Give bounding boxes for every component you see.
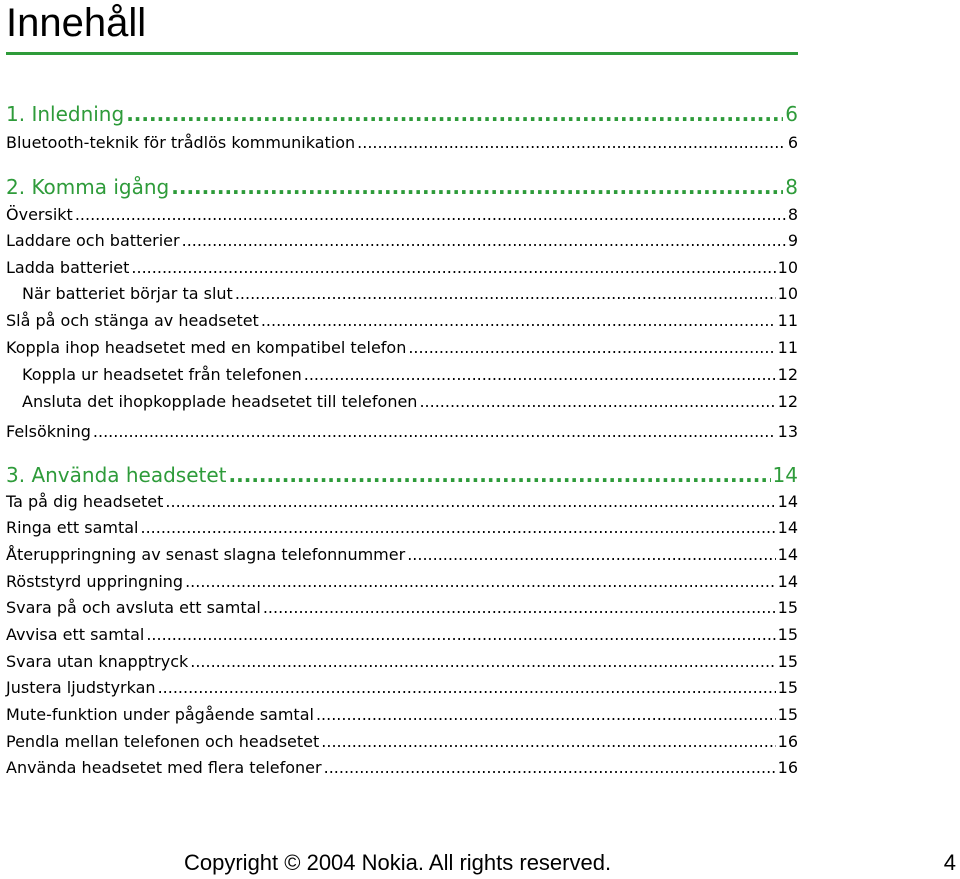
page-title: Innehåll xyxy=(6,1,147,45)
toc-entry-title: Röststyrd uppringning xyxy=(6,572,184,591)
toc-page-number: 9 xyxy=(787,231,798,250)
toc-page-number: 15 xyxy=(777,625,798,644)
toc-page-number: 16 xyxy=(777,732,798,751)
toc-chapter-title: 3. Använda headsetet xyxy=(6,463,227,487)
toc-leader xyxy=(146,624,775,646)
toc-leader xyxy=(75,204,786,226)
toc-leader xyxy=(407,544,775,566)
toc-subentry[interactable] xyxy=(6,364,798,386)
toc-page-number: 6 xyxy=(785,102,798,126)
toc-leader xyxy=(263,597,776,619)
toc-leader xyxy=(316,704,776,726)
toc-entry-title: Pendla mellan telefonen och headsetet xyxy=(6,732,320,751)
toc-chapter-title: 1. Inledning xyxy=(6,102,125,126)
toc-page-number: 14 xyxy=(772,463,798,487)
title-divider xyxy=(6,52,798,55)
toc-leader xyxy=(185,571,776,593)
toc-page-number: 15 xyxy=(777,678,798,697)
toc-entry-title: Avvisa ett samtal xyxy=(6,625,145,644)
toc-leader xyxy=(321,731,775,753)
toc-leader xyxy=(235,283,776,305)
toc-entry-title: Felsökning xyxy=(6,422,91,441)
toc-subentry[interactable] xyxy=(6,283,798,305)
toc-entry[interactable] xyxy=(6,230,798,252)
toc-chapter-title: 2. Komma igång xyxy=(6,175,170,199)
toc-leader xyxy=(419,391,775,413)
toc-leader xyxy=(229,462,771,488)
toc-leader xyxy=(158,677,776,699)
toc-entry-title: Ringa ett samtal xyxy=(6,518,139,537)
toc-page-number: 8 xyxy=(787,205,798,224)
toc-chapter-3[interactable] xyxy=(6,462,798,488)
toc-entry-title: Justera ljudstyrkan xyxy=(6,678,156,697)
toc-leader xyxy=(165,491,775,513)
toc-entry[interactable] xyxy=(6,571,798,593)
toc-page-number: 15 xyxy=(777,652,798,671)
toc-entry[interactable] xyxy=(6,204,798,226)
toc-entry-title: Koppla ur headsetet från telefonen xyxy=(22,365,302,384)
toc-entry-title: Svara på och avsluta ett samtal xyxy=(6,598,261,617)
toc-entry[interactable] xyxy=(6,597,798,619)
toc-leader xyxy=(182,230,786,252)
toc-entry[interactable] xyxy=(6,624,798,646)
toc-page-number: 12 xyxy=(777,365,798,384)
toc-entry[interactable] xyxy=(6,704,798,726)
toc-entry[interactable] xyxy=(6,132,798,154)
toc-entry[interactable] xyxy=(6,337,798,359)
toc-entry[interactable] xyxy=(6,731,798,753)
toc-leader xyxy=(304,364,776,386)
toc-entry-title: Koppla ihop headsetet med en kompatibel telefon xyxy=(6,338,407,357)
toc-subentry[interactable] xyxy=(6,391,798,413)
page-number: 4 xyxy=(943,850,956,875)
toc-page-number: 14 xyxy=(777,545,798,564)
toc-page-number: 14 xyxy=(777,572,798,591)
toc-page-number: 11 xyxy=(777,338,798,357)
toc-entry-title: Använda headsetet med flera telefoner xyxy=(6,758,322,777)
toc-page-number: 16 xyxy=(777,758,798,777)
toc-entry[interactable] xyxy=(6,677,798,699)
toc-leader xyxy=(408,337,775,359)
toc-entry-title: Slå på och stänga av headsetet xyxy=(6,311,259,330)
toc-leader xyxy=(190,651,775,673)
toc-page-number: 10 xyxy=(777,258,798,277)
toc-leader xyxy=(131,257,775,279)
toc-entry-title: Översikt xyxy=(6,205,73,224)
toc-entry[interactable] xyxy=(6,421,798,443)
toc-leader xyxy=(261,310,776,332)
toc-page-number: 15 xyxy=(777,705,798,724)
toc-entry[interactable] xyxy=(6,257,798,279)
toc-page-number: 10 xyxy=(777,284,798,303)
toc-entry-title: Återuppringning av senast slagna telefonnummer xyxy=(6,545,406,564)
page-footer xyxy=(0,848,960,878)
toc-leader xyxy=(324,757,776,779)
copyright-notice: Copyright © 2004 Nokia. All rights reserved. xyxy=(184,850,612,875)
toc-leader xyxy=(126,101,783,127)
toc-entry-title: Bluetooth-teknik för trådlös kommunikation xyxy=(6,133,356,152)
toc-entry-title: Svara utan knapptryck xyxy=(6,652,189,671)
toc-entry[interactable] xyxy=(6,517,798,539)
toc-entry-title: Mute-funktion under pågående samtal xyxy=(6,705,314,724)
toc-leader xyxy=(171,174,783,200)
toc-page-number: 14 xyxy=(777,492,798,511)
toc-page-number: 12 xyxy=(777,392,798,411)
toc-page-number: 11 xyxy=(777,311,798,330)
toc-entry[interactable] xyxy=(6,544,798,566)
toc-entry-title: Ansluta det ihopkopplade headsetet till telefonen xyxy=(22,392,418,411)
toc-entry-title: Ladda batteriet xyxy=(6,258,130,277)
toc-chapter-2[interactable] xyxy=(6,174,798,200)
toc-page-number: 6 xyxy=(787,133,798,152)
toc-entry[interactable] xyxy=(6,310,798,332)
toc-entry-title: Ta på dig headsetet xyxy=(6,492,164,511)
toc-entry-title: När batteriet börjar ta slut xyxy=(22,284,233,303)
toc-page-number: 14 xyxy=(777,518,798,537)
toc-page-number: 8 xyxy=(785,175,798,199)
toc-leader xyxy=(93,421,776,443)
toc-leader xyxy=(140,517,775,539)
toc-leader xyxy=(357,132,786,154)
toc-entry[interactable] xyxy=(6,651,798,673)
toc-entry[interactable] xyxy=(6,757,798,779)
toc-chapter-1[interactable] xyxy=(6,101,798,127)
toc-entry[interactable] xyxy=(6,491,798,513)
toc-page-number: 15 xyxy=(777,598,798,617)
toc-entry-title: Laddare och batterier xyxy=(6,231,180,250)
toc-page-number: 13 xyxy=(777,422,798,441)
